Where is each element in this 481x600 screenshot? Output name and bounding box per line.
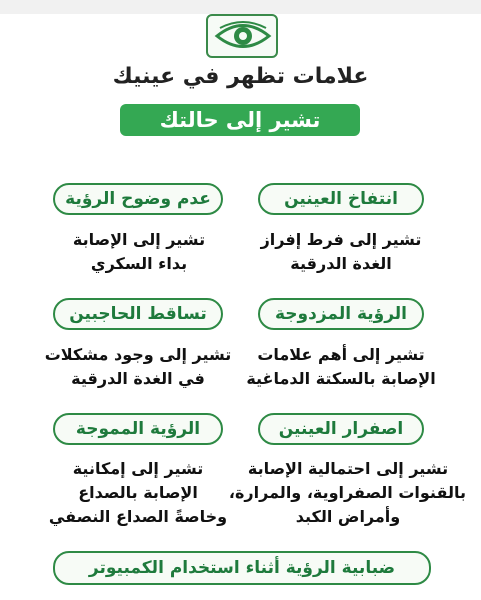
sign-label-computer-blurriness: ضبابية الرؤية أثناء استخدام الكمبيوتر — [53, 551, 431, 585]
description-line: وأمراض الكبد — [295, 507, 401, 526]
sign-description-yellow-eyes — [230, 457, 466, 529]
description-line: بداء السكري — [90, 254, 188, 273]
sign-label-wavy-vision: الرؤية المموجة — [53, 413, 223, 445]
top-band — [0, 0, 481, 14]
description-line: تشير إلى احتمالية الإصابة — [247, 459, 449, 478]
description-line: تشير إلى أهم علامات — [257, 345, 425, 364]
sign-description-eyebrow-loss — [28, 343, 248, 391]
sign-label-eye-swelling: انتفاخ العينين — [258, 183, 424, 215]
page-title: علامات تظهر في عينيك — [112, 64, 369, 89]
description-line: تشير إلى وجود مشكلات — [44, 345, 232, 364]
description-line: وخاصةً الصداع النصفي — [48, 507, 228, 526]
description-line: بالقنوات الصفراوية، والمرارة، — [228, 483, 466, 502]
sign-label-yellow-eyes: اصفرار العينين — [258, 413, 424, 445]
logo — [206, 14, 278, 58]
description-line: تشير إلى إمكانية — [72, 459, 204, 478]
sign-label-eyebrow-loss: تساقط الحاجبين — [53, 298, 223, 330]
description-line: الإصابة بالسكتة الدماغية — [246, 369, 436, 388]
description-line: تشير إلى الإصابة — [72, 230, 206, 249]
eye-icon — [214, 19, 272, 53]
description-line: الغدة الدرقية — [290, 254, 392, 273]
sign-description-eye-swelling — [236, 228, 446, 276]
sign-description-blurred-vision — [34, 228, 244, 276]
subtitle-banner: تشير إلى حالتك الصحية — [120, 104, 360, 136]
sign-description-double-vision — [226, 343, 456, 391]
description-line: الإصابة بالصداع — [78, 483, 198, 502]
sign-label-double-vision: الرؤية المزدوجة — [258, 298, 424, 330]
sign-description-wavy-vision — [28, 457, 248, 529]
description-line: في الغدة الدرقية — [71, 369, 205, 388]
sign-label-blurred-vision: عدم وضوح الرؤية — [53, 183, 223, 215]
description-line: تشير إلى فرط إفراز — [260, 230, 422, 249]
